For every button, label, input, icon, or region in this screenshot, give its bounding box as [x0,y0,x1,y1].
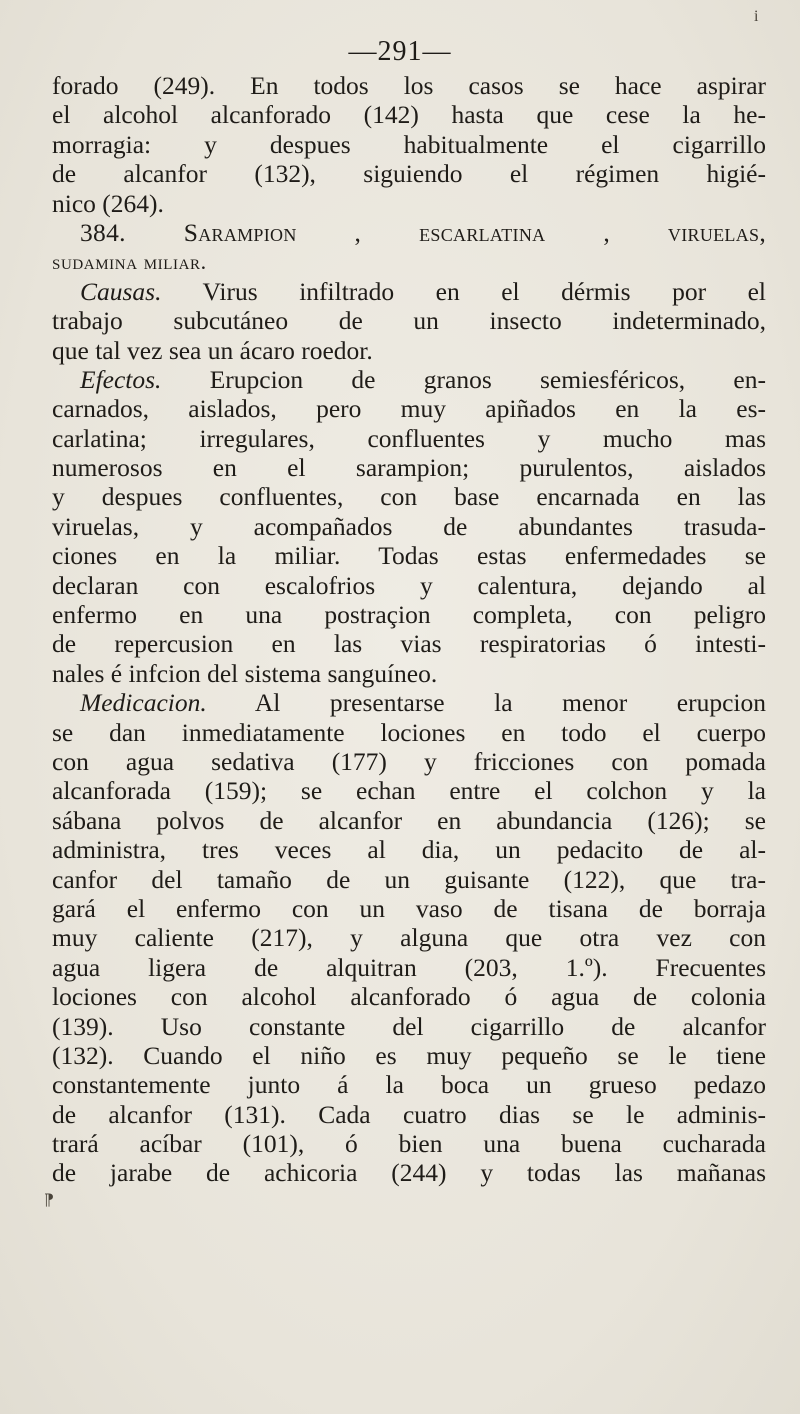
text-line: de alcanfor (132), siguiendo el régimen higié- [52,159,766,189]
causas-paragraph [52,277,766,306]
medicacion-label: Medicacion. [80,688,207,718]
efectos-paragraph [52,365,766,394]
section-heading: 384. Sarampion , escarlatina , viruelas, [80,217,766,247]
efectos-label: Efectos. [80,364,162,394]
text-line: numerosos en el sarampion; purulentos, aislados [52,453,766,483]
text-line: carnados, aislados, pero muy apiñados en la es- [52,394,766,424]
text-line: carlatina; irregulares, confluentes y mucho mas [52,423,766,453]
text-line: con agua sedativa (177) y fricciones con pomada [52,746,766,776]
text-line: morragia: y despues habitualmente el cigarrillo [52,129,766,159]
text-line: viruelas, y acompañados de abundantes trasuda- [52,511,766,541]
margin-mark: ⁋ [44,1192,55,1209]
text-line: sábana polvos de alcanfor en abundancia (126); se [52,805,766,835]
text-line: de repercusion en las vias respiratorias ó intesti- [52,629,766,659]
text-line: de alcanfor (131). Cada cuatro dias se le adminis- [52,1099,766,1129]
text-line: y despues confluentes, con base encarnada en las [52,482,766,512]
corner-mark: i [754,8,759,25]
text-line: forado (249). En todos los casos se hace aspirar [52,71,766,100]
text-line: el alcohol alcanforado (142) hasta que cese la he- [52,100,766,130]
text-run: Al presentarse la menor erupcion [206,688,766,718]
text-line: alcanforada (159); se echan entre el colchon y la [52,776,766,806]
text-line: lociones con alcohol alcanforado ó agua de colonia [52,982,766,1012]
medicacion-paragraph [52,688,766,717]
text-line: (132). Cuando el niño es muy pequeño se le tiene [52,1040,766,1070]
text-line: muy caliente (217), y alguna que otra vez con [52,923,766,953]
text-line: canfor del tamaño de un guisante (122), que tra- [52,864,766,894]
causas-label: Causas. [80,276,162,306]
text-line: agua ligera de alquitran (203, 1.º). Frecuentes [52,952,766,982]
text-line: gará el enfermo con un vaso de tisana de borraja [52,893,766,923]
text-line: trará acíbar (101), ó bien una buena cucharada [52,1129,766,1159]
section-heading-cont: sudamina miliar. [52,249,207,275]
text-line: declaran con escalofrios y calentura, dejando al [52,570,766,600]
text-run: Virus infiltrado en el dérmis por el [161,276,766,306]
text-line: que tal vez sea un ácaro roedor. [52,335,373,365]
text-line: nico (264). [52,188,164,218]
text-line: trabajo subcutáneo de un insecto indeterminado, [52,306,766,336]
text-line: constantemente junto á la boca un grueso pedazo [52,1070,766,1100]
page-body [52,71,766,1188]
text-line: administra, tres veces al dia, un pedacito de al- [52,835,766,865]
text-line: (139). Uso constante del cigarrillo de alcanfor [52,1011,766,1041]
text-line: se dan inmediatamente lociones en todo el cuerpo [52,717,766,747]
text-line: enfermo en una postraçion completa, con peligro [52,600,766,630]
text-line: de jarabe de achicoria (244) y todas las mañanas [52,1158,766,1188]
text-line: ciones en la miliar. Todas estas enfermedades se [52,541,766,571]
text-run: Erupcion de granos semiesféricos, en- [161,364,766,394]
text-line: nales é infcion del sistema sanguíneo. [52,658,438,688]
page-number: —291— [348,36,452,67]
